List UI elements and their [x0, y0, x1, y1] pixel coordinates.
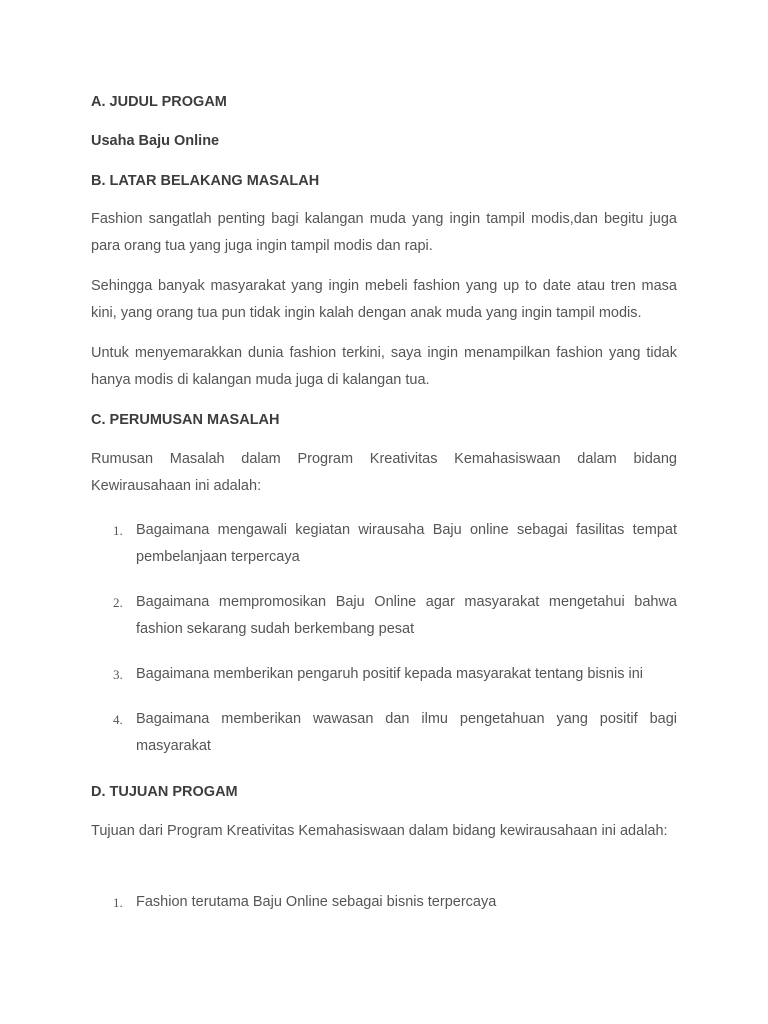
list-item-text: Bagaimana mempromosikan Baju Online agar masyarakat mengetahui bahwa fashion sekarang sudah berkembang pesat [136, 594, 677, 637]
section-a-heading: A. JUDUL PROGAM [91, 94, 227, 110]
objective-intro-paragraph: Tujuan dari Program Kreativitas Kemahasiswaan dalam bidang kewirausahaan ini adalah: [91, 823, 668, 839]
section-d-heading: D. TUJUAN PROGAM [91, 784, 238, 800]
list-item-text: Bagaimana memberikan wawasan dan ilmu pengetahuan yang positif bagi masyarakat [136, 711, 677, 754]
list-item-text: Bagaimana memberikan pengaruh positif kepada masyarakat tentang bisnis ini [136, 666, 643, 682]
list-number: 1. [113, 523, 123, 538]
list-number: 4. [113, 712, 123, 727]
document-page [91, 0, 677, 1024]
background-paragraph-3: Untuk menyemarakkan dunia fashion terkini, saya ingin menampilkan fashion yang tidak hanya modis di kalangan muda juga di kalangan tua. [91, 345, 677, 388]
list-item-text: Bagaimana mengawali kegiatan wirausaha Baju online sebagai fasilitas tempat pembelanjaan terpercaya [136, 522, 677, 565]
program-title: Usaha Baju Online [91, 133, 220, 149]
section-c-heading: C. PERUMUSAN MASALAH [91, 412, 280, 428]
list-number: 2. [113, 595, 123, 610]
problem-intro-paragraph: Rumusan Masalah dalam Program Kreativitas Kemahasiswaan dalam bidang Kewirausahaan ini adalah: [91, 451, 677, 494]
list-number: 3. [113, 667, 123, 682]
list-item-text: Fashion terutama Baju Online sebagai bisnis terpercaya [136, 894, 497, 910]
list-number: 1. [113, 895, 123, 910]
background-paragraph-2: Sehingga banyak masyarakat yang ingin mebeli fashion yang up to date atau tren masa kini, yang orang tua pun tidak ingin kalah dengan anak muda yang ingin tampil modis. [91, 278, 677, 321]
section-b-heading: B. LATAR BELAKANG MASALAH [91, 173, 320, 189]
background-paragraph-1: Fashion sangatlah penting bagi kalangan muda yang ingin tampil modis,dan begitu juga para orang tua yang juga ingin tampil modis dan rapi. [91, 211, 677, 254]
